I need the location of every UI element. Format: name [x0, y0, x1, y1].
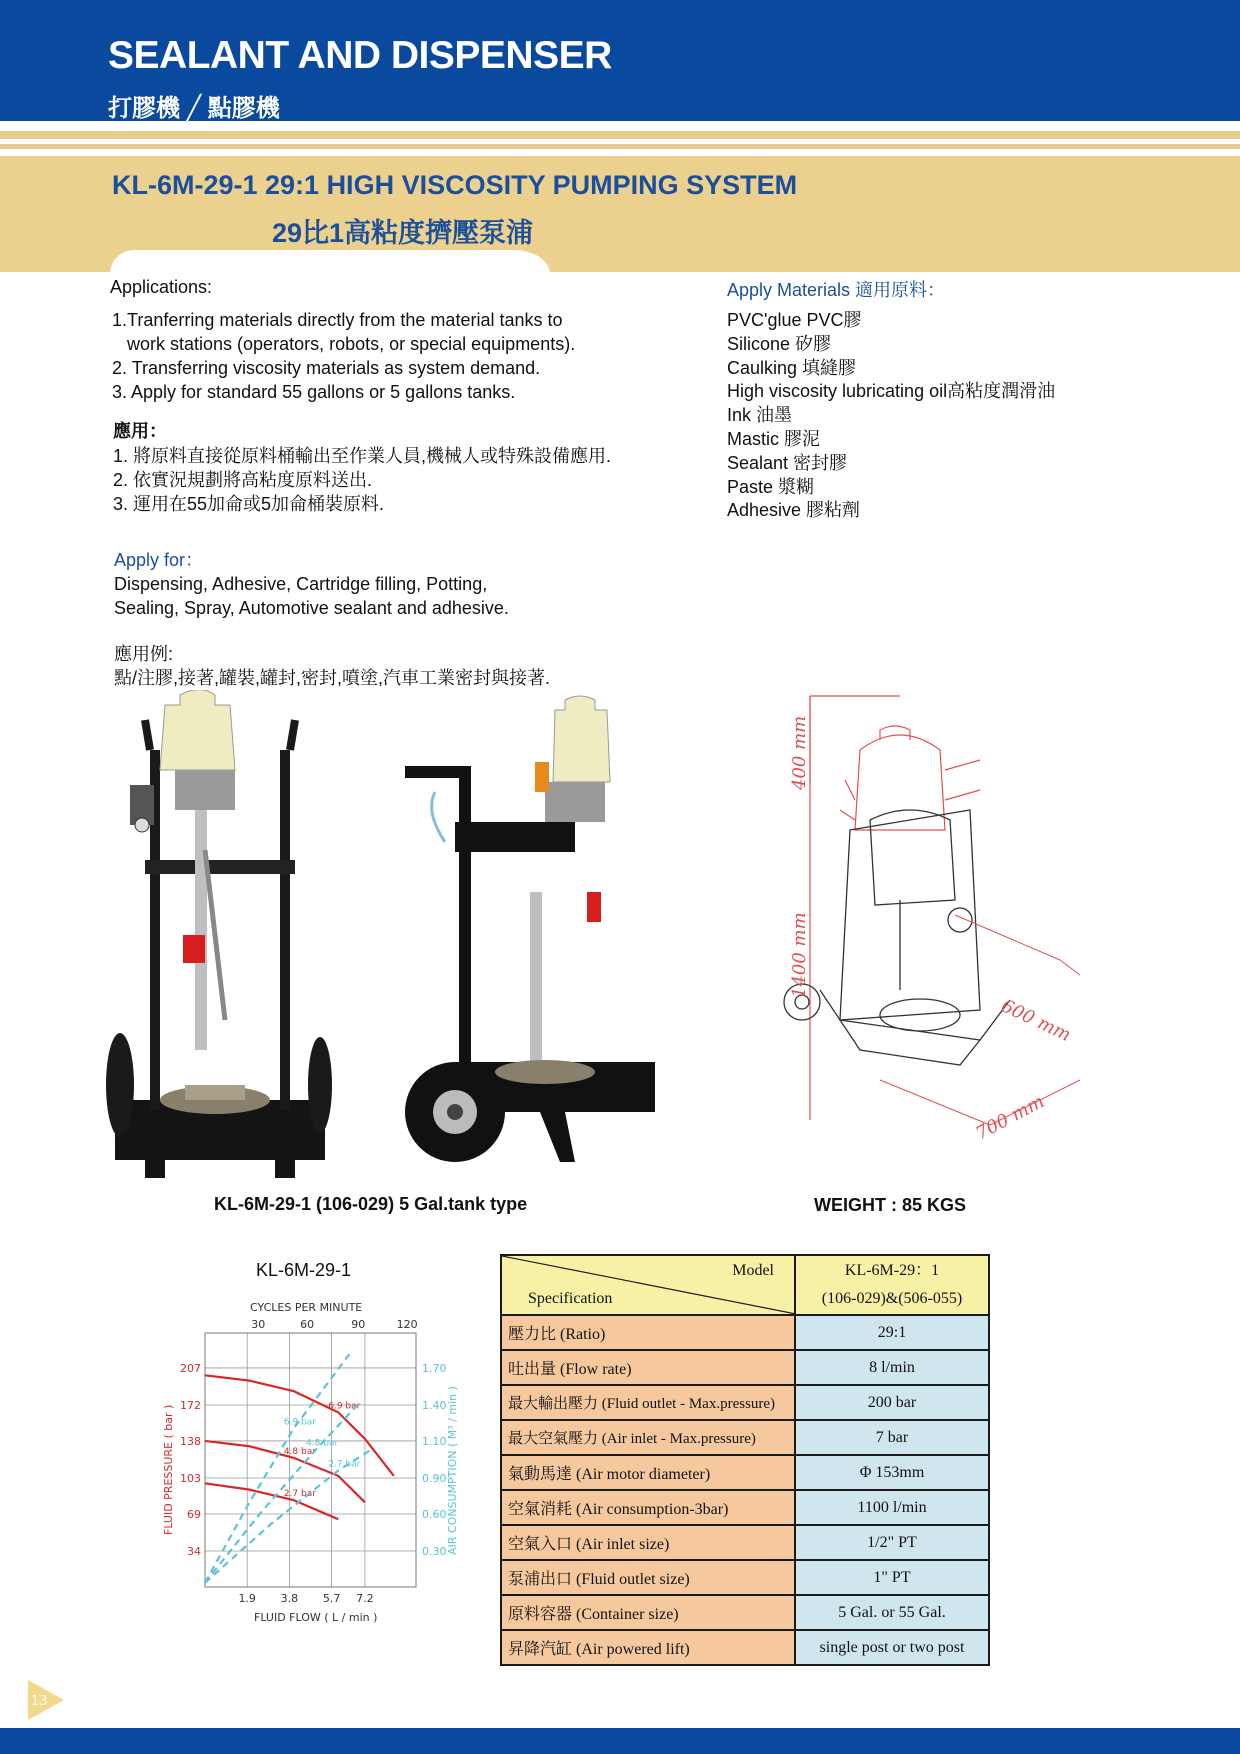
chart-top-tick: 120	[396, 1318, 418, 1331]
applications-heading-zh: 應用：	[113, 421, 167, 441]
model-code: (106-029)&(506-055)	[821, 1290, 963, 1307]
chart-y-left-tick: 103	[180, 1471, 201, 1485]
dimension-label-1400: 1400 mm	[789, 912, 810, 998]
chart-y-right-tick: 1.70	[422, 1361, 447, 1375]
header-subtitle: 打膠機 ╱ 點膠機	[108, 95, 280, 122]
applications-line-zh: 3. 運用在55加侖或5加侖桶裝原料.	[113, 494, 385, 514]
chart-y-left-label: FLUID PRESSURE ( bar )	[162, 1404, 175, 1535]
spec-row	[501, 1560, 989, 1595]
spec-row	[501, 1490, 989, 1525]
spec-value: single post or two post	[795, 1630, 989, 1665]
header-title: SEALANT AND DISPENSER	[108, 34, 612, 77]
page-number: 13	[31, 1694, 48, 1709]
chart-y-right-label: AIR CONSUMPTION ( M³ / min )	[446, 1386, 459, 1555]
material-item: Silicone 矽膠	[727, 333, 832, 354]
page-header	[0, 0, 1240, 121]
material-item: Sealant 密封膠	[727, 452, 848, 473]
chart-y-right-tick: 1.40	[422, 1398, 447, 1412]
spec-value: 1/2" PT	[795, 1525, 989, 1560]
pressure-series-label: 6.9 bar	[328, 1401, 361, 1412]
spec-row	[501, 1350, 989, 1385]
apply-for-heading-zh: 應用例:	[114, 644, 174, 664]
applications-heading: Applications:	[110, 277, 213, 297]
spec-key: 空氣入口 (Air inlet size)	[501, 1525, 795, 1560]
model-value: KL-6M-29：1	[844, 1262, 940, 1279]
spec-key: 壓力比 (Ratio)	[501, 1315, 795, 1350]
materials-list	[727, 309, 1055, 523]
divider-stripe	[0, 131, 1240, 139]
spec-key: 吐出量 (Flow rate)	[501, 1350, 795, 1385]
applications-line-zh: 1. 將原料直接從原料桶輸出至作業人員,機械人或特殊設備應用.	[113, 446, 612, 466]
spec-key: 最大空氣壓力 (Air inlet - Max.pressure)	[501, 1420, 795, 1455]
material-item: PVC'glue PVC膠	[727, 310, 862, 330]
title-band-notch	[110, 250, 550, 274]
spec-value: 7 bar	[795, 1420, 989, 1455]
chart-y-left-tick: 69	[187, 1507, 201, 1521]
chart-y-left-tick: 172	[180, 1398, 201, 1412]
chart-x-axis-label: FLUID FLOW ( L / min )	[254, 1611, 378, 1624]
apply-for-heading: Apply for：	[114, 550, 204, 570]
spec-row	[501, 1315, 989, 1350]
air-series-label: 6.9 bar	[283, 1417, 316, 1428]
applications-line: 1.Tranferring materials directly from the material tanks to	[112, 310, 563, 330]
chart-y-right-tick: 0.60	[422, 1507, 447, 1521]
applications-line: 2. Transferring viscosity materials as system demand.	[112, 358, 541, 378]
product-title: KL-6M-29-1 29:1 HIGH VISCOSITY PUMPING SYSTEM	[112, 170, 798, 200]
dimension-label-400: 400 mm	[789, 715, 810, 790]
spec-value: 1100 l/min	[795, 1490, 989, 1525]
material-item: Paste 漿糊	[727, 476, 815, 497]
spec-key: 氣動馬達 (Air motor diameter)	[501, 1455, 795, 1490]
chart-top-tick: 30	[251, 1318, 266, 1331]
chart-y-right-tick: 1.10	[422, 1434, 447, 1448]
pressure-series-label: 4.8 bar	[283, 1446, 316, 1457]
chart-top-axis-label: CYCLES PER MINUTE	[250, 1301, 363, 1314]
spec-key: 泵浦出口 (Fluid outlet size)	[501, 1560, 795, 1595]
air-series-line	[205, 1402, 360, 1583]
spec-key: 空氣消耗 (Air consumption-3bar)	[501, 1490, 795, 1525]
material-item: Mastic 膠泥	[727, 428, 821, 449]
chart-y-left-tick: 34	[187, 1545, 201, 1559]
material-item: Adhesive 膠粘劑	[727, 500, 861, 521]
model-label: Model	[732, 1262, 774, 1279]
spec-key: 昇降汽缸 (Air powered lift)	[501, 1630, 795, 1665]
material-item: Ink 油墨	[727, 405, 793, 426]
apply-for-line: Sealing, Spray, Automotive sealant and adhesive.	[114, 598, 509, 618]
material-item: High viscosity lubricating oil高粘度潤滑油	[727, 381, 1056, 402]
spec-row	[501, 1455, 989, 1490]
material-item: Caulking 填縫膠	[727, 357, 857, 378]
spec-row	[501, 1525, 989, 1560]
model-value-cell	[795, 1255, 989, 1315]
divider-stripe	[0, 144, 1240, 149]
chart-x-tick: 3.8	[280, 1592, 299, 1605]
chart-x-tick: 7.2	[356, 1592, 374, 1605]
chart-y-left-tick: 207	[180, 1361, 201, 1375]
air-series-label: 4.8 bar	[306, 1438, 339, 1449]
applications-line-zh: 2. 依實況規劃將高粘度原料送出.	[113, 470, 373, 490]
spec-row	[501, 1420, 989, 1455]
spec-value: 5 Gal. or 55 Gal.	[795, 1595, 989, 1630]
footer-bar	[0, 1728, 1240, 1754]
chart-y-right-tick: 0.30	[422, 1545, 447, 1559]
spec-key: 原料容器 (Container size)	[501, 1595, 795, 1630]
photo-caption: KL-6M-29-1 (106-029) 5 Gal.tank type	[214, 1194, 528, 1214]
spec-value: 29:1	[795, 1315, 989, 1350]
chart-x-tick: 5.7	[322, 1592, 341, 1605]
dimension-label-600: 600 mm	[997, 995, 1075, 1046]
spec-row	[501, 1595, 989, 1630]
spec-header-cell	[501, 1255, 795, 1315]
chart-x-tick: 1.9	[238, 1592, 256, 1605]
specification-label: Specification	[528, 1290, 613, 1307]
chart-y-left-tick: 138	[180, 1434, 201, 1448]
page-number-badge	[28, 1680, 64, 1720]
applications-line: 3. Apply for standard 55 gallons or 5 gallons tanks.	[112, 382, 516, 402]
pump-side-photo	[395, 692, 675, 1182]
spec-value: 1" PT	[795, 1560, 989, 1595]
spec-header-row	[501, 1255, 989, 1315]
spec-table	[500, 1254, 990, 1666]
spec-value: Φ 153mm	[795, 1455, 989, 1490]
apply-for-line: Dispensing, Adhesive, Cartridge filling, Potting,	[114, 574, 488, 594]
dimension-drawing	[780, 690, 1100, 1180]
materials-heading: Apply Materials 適用原料：	[727, 280, 946, 300]
chart-title: KL-6M-29-1	[256, 1260, 352, 1280]
spec-value: 8 l/min	[795, 1350, 989, 1385]
spec-row	[501, 1385, 989, 1420]
applications-line: work stations (operators, robots, or special equipments).	[112, 334, 576, 354]
weight-label: WEIGHT : 85 KGS	[814, 1195, 967, 1215]
chart-frame	[205, 1333, 416, 1587]
product-title-zh: 29比1高粘度擠壓泵浦	[272, 218, 534, 248]
pressure-series-label: 2.7 bar	[283, 1489, 316, 1500]
chart-top-tick: 90	[351, 1318, 366, 1331]
air-series-label: 2.7 bar	[328, 1459, 361, 1470]
dimension-label-700: 700 mm	[972, 1091, 1048, 1145]
spec-row	[501, 1630, 989, 1665]
apply-for-line-zh: 點/注膠,接著,罐裝,罐封,密封,噴塗,汽車工業密封與接著.	[114, 668, 551, 688]
chart-top-tick: 60	[300, 1318, 315, 1331]
spec-key: 最大輸出壓力 (Fluid outlet - Max.pressure)	[501, 1385, 795, 1420]
pump-front-photo	[105, 690, 335, 1180]
performance-chart	[150, 1295, 480, 1625]
chart-y-right-tick: 0.90	[422, 1471, 447, 1485]
spec-value: 200 bar	[795, 1385, 989, 1420]
